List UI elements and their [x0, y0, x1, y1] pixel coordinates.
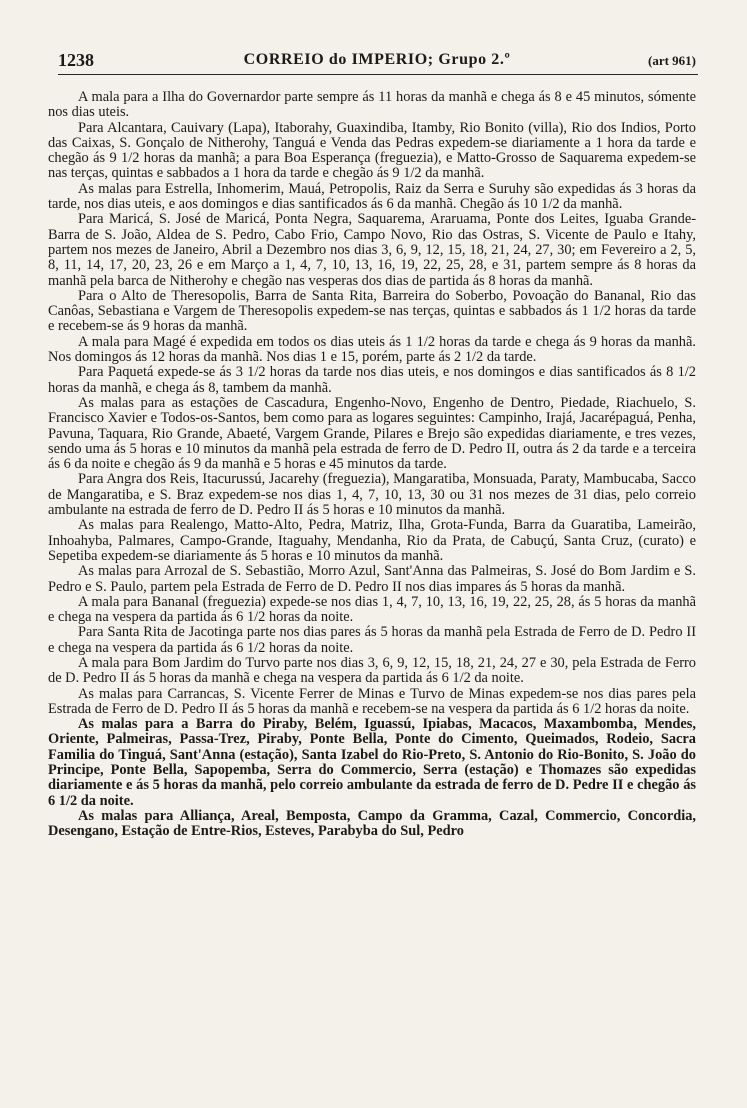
article-body: [48, 90, 696, 840]
paragraph-theresopolis: Para o Alto de Theresopolis, Barra de Santa Rita, Barreira do Soberbo, Povoação do Bananal, Rio das Canôas, Sebastiana e Vargem de Theresopolis expedem-se nas terças, quintas e sabbados ás 1 1/2 horas da tarde e recebem-se ás 9 horas da manhã.: [48, 287, 696, 335]
page-number: 1238: [58, 50, 94, 70]
paragraph-alcantara: Para Alcantara, Cauivary (Lapa), Itaborahy, Guaxindiba, Itamby, Rio Bonito (villa), Rio dos Indios, Porto das Caixas, S. Gonçalo de Nitherohy, Tanguá e Venda das Pedras expedem-se diariamente a 1 hora da tarde e chegão ás 9 1/2 horas da manhã; a para Boa Esperança (freguezia), e Matto-Grosso de Saquarema expedem-se nas terças, quintas e sabbados a 1 hora da tarde e chegão ás 9 1/2 da manhã.: [48, 119, 696, 182]
paragraph-marica: Para Maricá, S. José de Maricá, Ponta Negra, Saquarema, Araruama, Ponte dos Leites, Iguaba Grande-Barra de S. João, Aldea de S. Pedro, Cabo Frio, Campo Novo, Rio das Ostras, S. Vicente de Paulo e Itahy, partem nos mezes de Janeiro, Abril a Dezembro nos dias 3, 6, 9, 12, 15, 18, 21, 24, 27, 30; em Fevereiro a 2, 5, 8, 11, 14, 17, 20, 23, 26 e em Março a 1, 4, 7, 10, 13, 16, 19, 22, 25, 28, e 31, partem sempre ás 8 horas da manhã pela barca de Nitherohy e chegão nas vesperas dos dias de partida ás 8 horas da manhã.: [48, 211, 696, 289]
header-rule: [58, 74, 698, 75]
paragraph-santa-rita: Para Santa Rita de Jacotinga parte nos dias pares ás 5 horas da manhã pela Estrada de Ferro de D. Pedro II e chega na vespera da partida ás 6 1/2 horas da noite.: [48, 624, 696, 656]
page-header: [58, 50, 696, 72]
article-reference: (art 961): [647, 53, 696, 68]
paragraph-mage: A mala para Magé é expedida em todos os dias uteis ás 1 1/2 horas da tarde e chega ás 9 horas da manhã. Nos domingos ás 12 horas da manhã. Nos dias 1 e 15, porém, parte ás 2 1/2 da tarde.: [48, 333, 696, 366]
paragraph-arrozal: As malas para Arrozal de S. Sebastião, Morro Azul, Sant'Anna das Palmeiras, S. José do Bom Jardim e S. Pedro e S. Paulo, partem pela Estrada de Ferro de D. Pedro II nos dias impares ás 5 horas da manhã.: [48, 563, 696, 595]
paragraph-bananal: A mala para Bananal (freguezia) expede-se nos dias 1, 4, 7, 10, 13, 16, 19, 22, 25, 28, ás 5 horas da manhã e chega na vespera da partida ás 6 1/2 horas da noite.: [48, 593, 696, 626]
paragraph-bom-jardim: A mala para Bom Jardim do Turvo parte nos dias 3, 6, 9, 12, 15, 18, 21, 24, 27 e 30, pela Estrada de Ferro de D. Pedro II ás 5 horas da manhã e chega na vespera da partida ás 6 1/2 da noite.: [48, 654, 696, 687]
paragraph-paqueta: Para Paquetá expede-se ás 3 1/2 horas da tarde nos dias uteis, e nos domingos e dias santificados ás 8 1/2 horas da manhã, e chega ás 8, tambem da manhã.: [48, 364, 696, 396]
paragraph-angra-dos-reis: Para Angra dos Reis, Itacurussú, Jacarehy (freguezia), Mangaratiba, Monsuada, Paraty, Mambucaba, Sacco de Mangaratiba, e S. Braz expedem-se nos dias 1, 4, 7, 10, 13, 30 ou 31 nos mezes de 31 dias, pelo correio ambulante na estrada de ferro de D. Pedro II ás 5 horas e 10 minutos da manhã.: [48, 471, 696, 519]
paragraph-cascadura: As malas para as estações de Cascadura, Engenho-Novo, Engenho de Dentro, Piedade, Riachuelo, S. Francisco Xavier e Todos-os-Santos, bem como para as logares seguintes: Campinho, Irajá, Jacarépaguá, Penha, Pavuna, Taquara, Rio Grande, Abaeté, Vargem Grande, Pilares e Brejo são expedidas diariamente, e tres vezes, sendo uma ás 5 horas e 10 minutos da manhã pela estrada de ferro de D. Pedro II, outra ás 2 da tarde e a terceira ás 6 da noite e chegão ás 9 da manhã e 5 horas e 45 minutos da tarde.: [48, 394, 696, 473]
paragraph-ilha-governador: A mala para a Ilha do Governardor parte sempre ás 11 horas da manhã e chega ás 8 e 45 minutos, sómente nos dias uteis.: [48, 89, 696, 121]
paragraph-realengo: As malas para Realengo, Matto-Alto, Pedra, Matriz, Ilha, Grota-Funda, Barra da Guaratiba, Lameirão, Inhoahyba, Palmares, Campo-Grande, Itaguahy, Mendanha, Rio da Prata, de Cabuçú, Santa Cruz, (curato) e Sepetiba expedem-se diariamente ás 5 horas e 10 minutos da manhã.: [48, 517, 696, 564]
paragraph-allianca: As malas para Alliança, Areal, Bemposta, Campo da Gramma, Cazal, Commercio, Concordia, Desengano, Estação de Entre-Rios, Esteves, Parabyba do Sul, Pedro: [48, 807, 696, 840]
publication-title: CORREIO do IMPERIO; Grupo 2.º: [243, 51, 511, 68]
paragraph-estrella: As malas para Estrella, Inhomerim, Mauá, Petropolis, Raiz da Serra e Suruhy são expedidas ás 3 horas da tarde, nos dias uteis, e aos domingos e dias santificados ás 6 da manhã. Chegão ás 10 1/2 da manhã.: [48, 180, 696, 213]
paragraph-barra-do-piraby: As malas para a Barra do Piraby, Belém, Iguassú, Ipiabas, Macacos, Maxambomba, Mendes, Oriente, Palmeiras, Passa-Trez, Piraby, Ponte Bella, Ponte do Cimento, Queimados, Rodeio, Sacra Familia do Tinguá, Sant'Anna (estação), Santa Izabel do Rio-Preto, S. Antonio do Rio-Bonito, S. João do Principe, Ponte Bella, Sapopemba, Serra do Commercio, Serra (estação) e Thomazes são expedidas diariamente e ás 5 horas da manhã, pelo correio ambulante da estrada de ferro de D. Pedre II e chegão ás 6 1/2 da noite.: [48, 716, 696, 809]
paragraph-carrancas: As malas para Carrancas, S. Vicente Ferrer de Minas e Turvo de Minas expedem-se nos dias pares pela Estrada de Ferro de D. Pedro II ás 5 horas da manhã e recebem-se na vespera da partida ás 6 1/2 horas da noite.: [48, 685, 696, 717]
